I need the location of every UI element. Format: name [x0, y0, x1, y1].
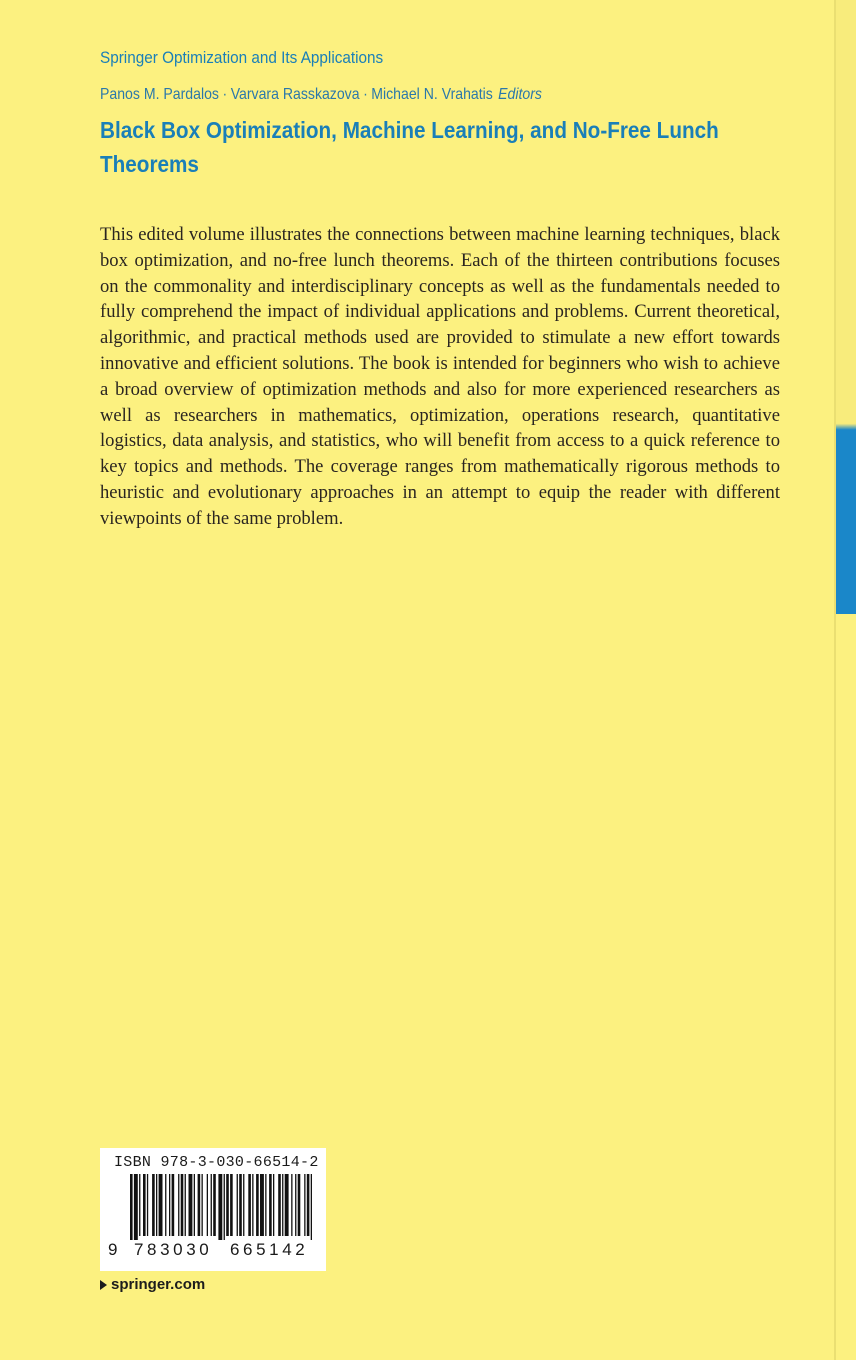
barcode-bar [295, 1174, 296, 1236]
barcode-bars [100, 1174, 326, 1240]
barcode-bar [218, 1174, 222, 1240]
spine-edge [836, 0, 856, 614]
ean-right-digits: 665142 [230, 1240, 309, 1259]
barcode-bar [202, 1174, 203, 1236]
barcode-bar [278, 1174, 281, 1236]
barcode-bar [185, 1174, 186, 1236]
barcode-bar [207, 1174, 208, 1236]
separator: · [222, 86, 228, 103]
website-text: springer.com [111, 1276, 206, 1293]
barcode-bar [181, 1174, 184, 1236]
barcode-bar [134, 1174, 138, 1240]
barcode-bar [269, 1174, 272, 1236]
barcode-bar [165, 1174, 166, 1236]
barcode-bar [159, 1174, 163, 1236]
barcode-bar [248, 1174, 251, 1236]
book-description: This edited volume illustrates the connections between machine learning techniques, black box optimization, and no-free lunch theorems. Each of the thirteen contributions focuses on the commonality and interdisciplinary concepts as well as the fundamentals needed to fully comprehend the impact of individual applications and problems. Current theoretical, algorithmic, and practical methods used are provided to stimulate a new effort towards innovative and efficient solutions. The book is intended for beginners who wish to achieve a broad overview of optimization methods and also for more experienced researchers as well as researchers in mathematics, optimization, operations research, quantitative logistics, data analysis, and statistics, who will benefit from access to a quick reference to key topics and methods. The coverage ranges from mathematically rigorous methods to heuristic and evolutionary approaches in an attempt to equip the reader with different viewpoints of the same problem. [100, 224, 780, 529]
barcode-bar [304, 1174, 305, 1236]
barcode-bar [256, 1174, 259, 1236]
barcode-bar [172, 1174, 175, 1236]
barcode-bar [273, 1174, 274, 1236]
isbn-label: ISBN 978-3-030-66514-2 [114, 1154, 319, 1171]
editor-name: Michael N. Vrahatis [371, 86, 493, 103]
barcode-bar [198, 1174, 201, 1236]
barcode-bar [282, 1174, 283, 1236]
barcode-bar [243, 1174, 244, 1236]
ean-first-digit: 9 [108, 1240, 118, 1259]
barcode-bar [156, 1174, 157, 1236]
barcode-bar [291, 1174, 292, 1236]
barcode-bar [224, 1174, 225, 1240]
barcode-bar [143, 1174, 146, 1236]
barcode-bar [147, 1174, 148, 1236]
barcode-bar [237, 1174, 238, 1236]
barcode-bar [298, 1174, 301, 1236]
editor-name: Panos M. Pardalos [100, 86, 219, 103]
barcode-bar [211, 1174, 212, 1236]
editors-line [100, 86, 542, 104]
separator: · [363, 86, 368, 103]
barcode-bar [265, 1174, 266, 1236]
barcode-bar [285, 1174, 289, 1236]
barcode-bar [230, 1174, 233, 1236]
barcode-bar [189, 1174, 193, 1236]
editor-name: Varvara Rasskazova [230, 86, 360, 103]
isbn-barcode [100, 1148, 326, 1271]
barcode-bar [139, 1174, 140, 1236]
barcode-bar [239, 1174, 242, 1236]
barcode-bar [178, 1174, 179, 1236]
barcode-bar [194, 1174, 195, 1236]
barcode-bar [252, 1174, 253, 1236]
book-title: Black Box Optimization, Machine Learning, and No-Free Lunch Theorems [100, 117, 719, 177]
barcode-bar [260, 1174, 264, 1236]
series-title: Springer Optimization and Its Applications [100, 48, 384, 67]
ean-left-digits: 783030 [134, 1240, 213, 1259]
editors-role: Editors [498, 86, 542, 103]
barcode-bar [311, 1174, 312, 1240]
barcode-bar [307, 1174, 310, 1236]
website-link[interactable] [100, 1276, 205, 1293]
barcode-bar [169, 1174, 170, 1236]
barcode-bar [213, 1174, 216, 1236]
barcode-bar [130, 1174, 133, 1240]
arrow-right-icon [100, 1280, 107, 1290]
barcode-bar [226, 1174, 229, 1236]
barcode-bar [152, 1174, 155, 1236]
